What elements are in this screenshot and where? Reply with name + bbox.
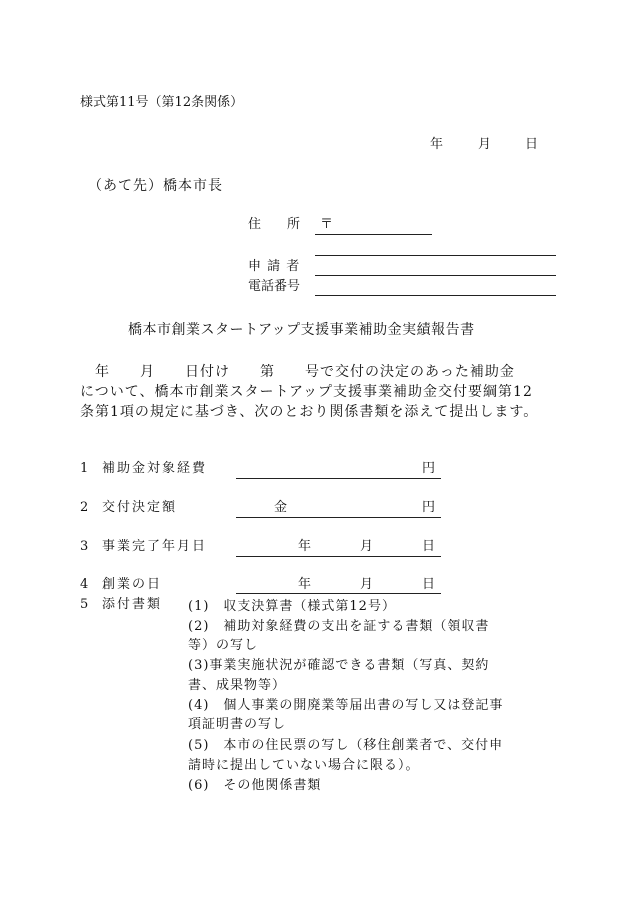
address-line-2[interactable]	[315, 255, 556, 256]
item-3-year: 年	[298, 539, 312, 554]
attachment-line-5: 書、成果物等）	[188, 678, 287, 693]
item-5-label: 添付書類	[102, 597, 163, 612]
body-line-2: について、橋本市創業スタートアップ支援事業補助金交付要綱第12	[80, 384, 533, 400]
address-label: 住 所	[248, 217, 301, 232]
phone-label: 電話番号	[248, 279, 301, 294]
item-3-label: 事業完了年月日	[102, 539, 208, 554]
item-4-year: 年	[298, 577, 312, 592]
item-2-field[interactable]	[236, 517, 441, 518]
body-line-3: 条第1項の規定に基づき、次のとおり関係書類を添えて提出します。	[80, 404, 539, 420]
date-month: 月	[478, 137, 492, 152]
phone-line[interactable]	[315, 295, 556, 296]
date-year: 年	[430, 137, 444, 152]
body-line-1: 年 月 日付け 第 号で交付の決定のあった補助金	[95, 364, 515, 380]
attachment-line-4: (3)事業実施状況が確認できる書類（写真、契約	[188, 658, 490, 673]
item-1-field[interactable]	[236, 478, 441, 479]
item-3-day: 日	[422, 539, 436, 554]
postal-mark: 〒	[320, 217, 334, 232]
item-4-label: 創業の日	[102, 577, 163, 592]
item-1-number: 1	[80, 461, 89, 476]
attachment-line-7: 項証明書の写し	[188, 717, 287, 732]
item-3-field[interactable]	[236, 556, 441, 557]
attachment-line-8: (5) 本市の住民票の写し（移住創業者で、交付申	[188, 738, 504, 753]
addressee: （あて先）橋本市長	[88, 178, 223, 194]
item-1-label: 補助金対象経費	[102, 461, 208, 476]
address-line[interactable]	[315, 234, 432, 235]
applicant-label: 申 請 者	[248, 259, 301, 274]
attachment-line-9: 請時に提出していない場合に限る）。	[188, 758, 420, 773]
item-2-unit: 円	[422, 500, 436, 515]
item-4-number: 4	[80, 577, 89, 592]
attachment-line-1: (1) 収支決算書（様式第12号）	[188, 599, 396, 614]
attachment-line-3: 等）の写し	[188, 638, 259, 653]
item-5-number: 5	[80, 597, 89, 612]
item-4-month: 月	[360, 577, 374, 592]
item-2-number: 2	[80, 500, 89, 515]
item-1-unit: 円	[422, 461, 436, 476]
date-day: 日	[525, 137, 539, 152]
item-4-day: 日	[422, 577, 436, 592]
attachment-line-6: (4) 個人事業の開廃業等届出書の写し又は登記事	[188, 698, 504, 713]
applicant-name-line[interactable]	[315, 275, 556, 276]
form-number: 様式第11号（第12条関係）	[80, 95, 244, 110]
item-3-number: 3	[80, 539, 89, 554]
attachment-line-10: (6) その他関係書類	[188, 778, 322, 793]
document-title: 橋本市創業スタートアップ支援事業補助金実績報告書	[128, 322, 475, 338]
item-4-field[interactable]	[236, 593, 441, 594]
item-2-label: 交付決定額	[102, 500, 178, 515]
item-3-month: 月	[360, 539, 374, 554]
attachment-line-2: (2) 補助対象経費の支出を証する書類（領収書	[188, 619, 490, 634]
item-2-prefix: 金	[274, 500, 288, 515]
